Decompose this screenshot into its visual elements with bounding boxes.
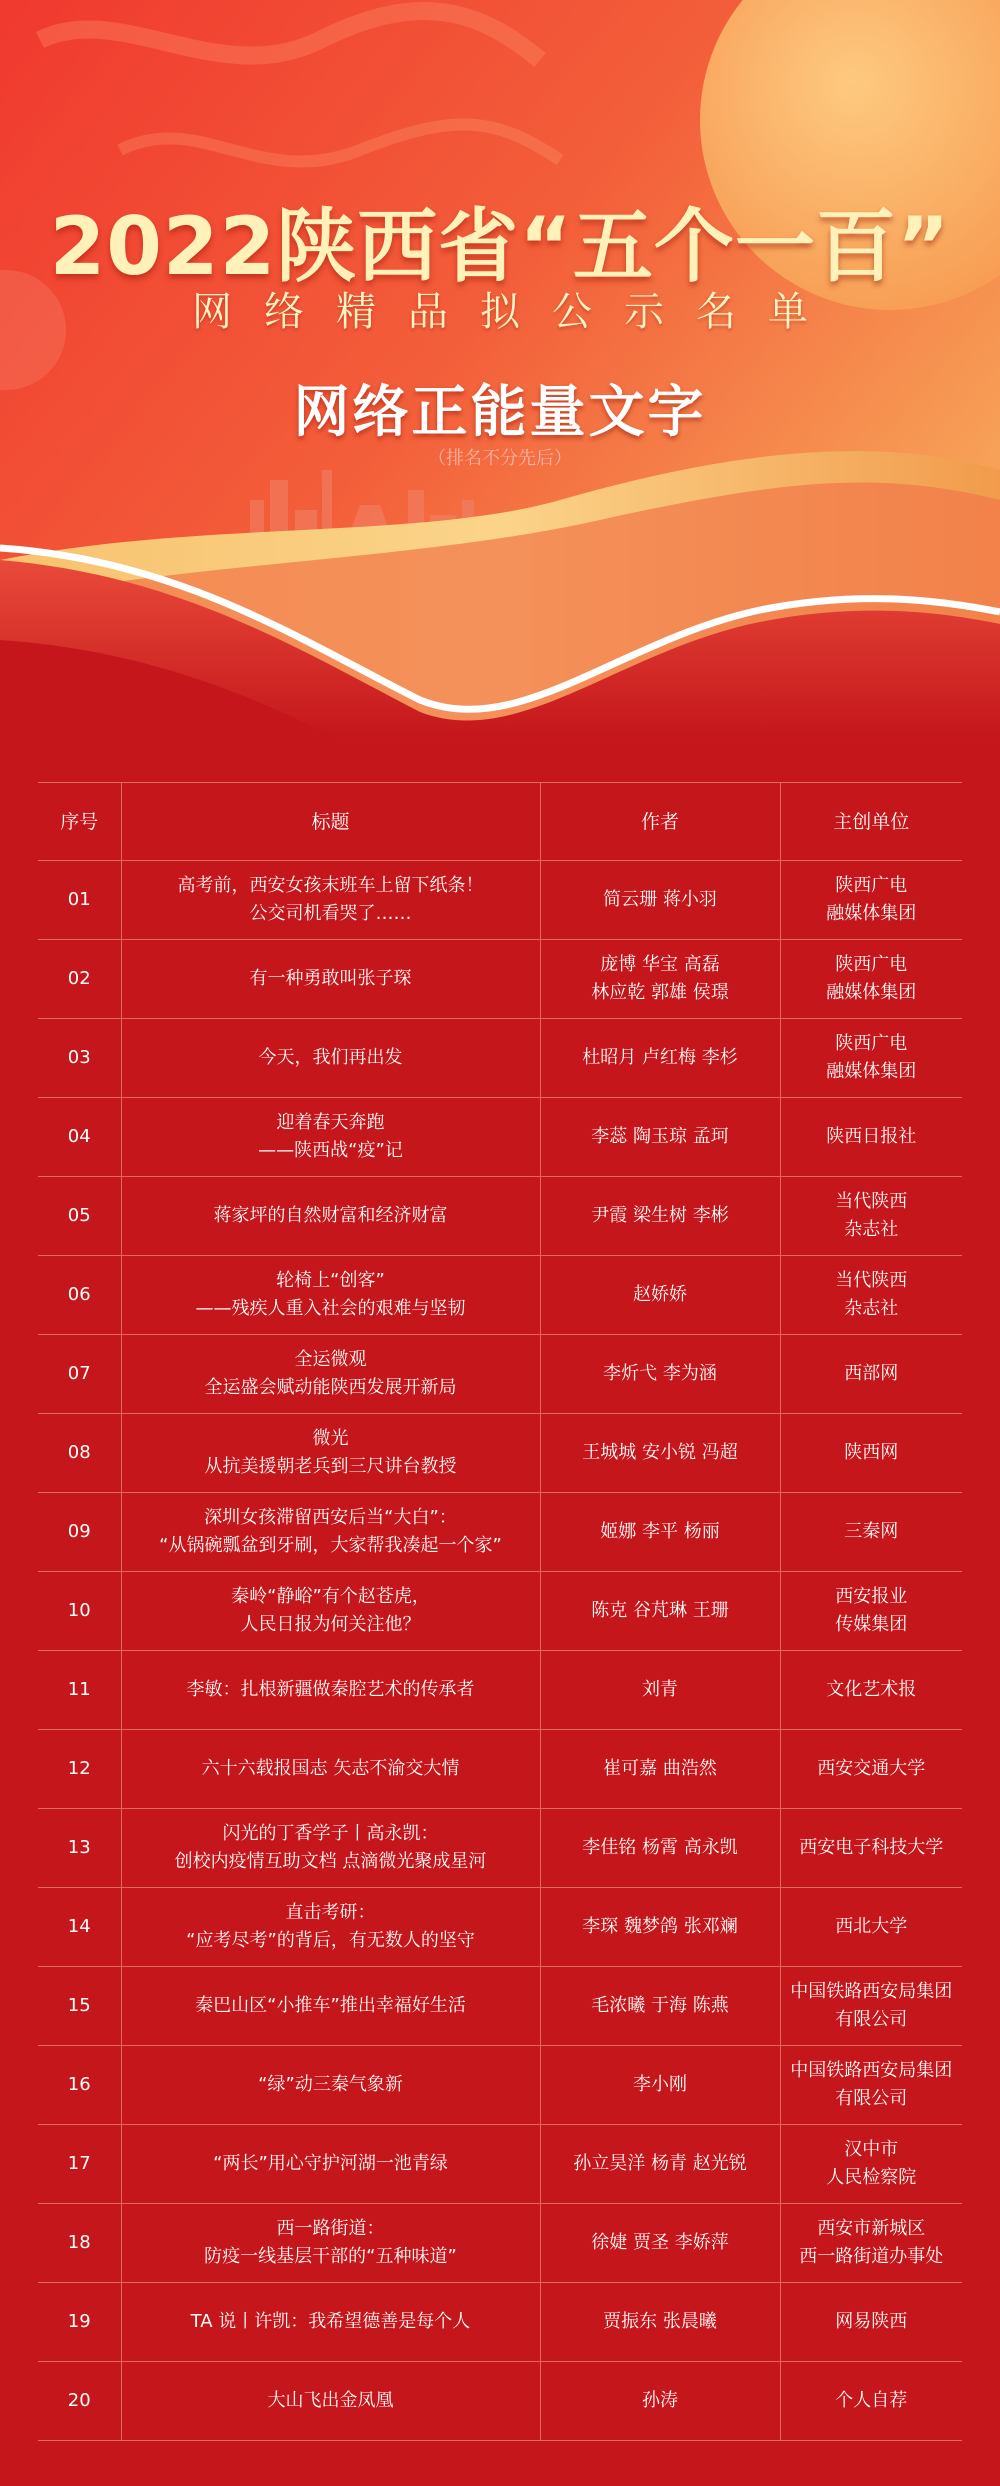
row-number: 16 (38, 2046, 121, 2125)
row-number: 01 (38, 861, 121, 940)
row-unit-line: 陕西广电 (835, 1033, 908, 1054)
table-row (38, 1414, 962, 1493)
row-title (121, 1256, 540, 1335)
row-unit-line: 中国铁路西安局集团 (790, 2060, 953, 2081)
row-number: 15 (38, 1967, 121, 2046)
row-author (540, 1651, 780, 1730)
row-title (121, 861, 540, 940)
row-title-line: 李敏：扎根新疆做秦腔艺术的传承者 (186, 1679, 475, 1700)
row-title-line: “从锅碗瓢盆到牙刷，大家帮我凑起一个家” (159, 1535, 502, 1556)
row-title-line: 微光 (312, 1428, 349, 1449)
row-unit-line: 陕西网 (844, 1442, 899, 1463)
row-author-line: 林应乾 郭雄 侯璟 (591, 982, 729, 1003)
row-unit-line: 西安电子科技大学 (799, 1837, 944, 1858)
row-title-line: 有一种勇敢叫张子琛 (249, 968, 412, 989)
row-unit-line: 西部网 (844, 1363, 899, 1384)
row-title (121, 1809, 540, 1888)
row-title-line: 闪光的丁香学子丨高永凯： (222, 1823, 439, 1844)
row-unit-line: 三秦网 (844, 1521, 899, 1542)
row-title-line: 六十六载报国志 矢志不渝交大情 (201, 1758, 460, 1779)
row-title (121, 2283, 540, 2362)
row-author (540, 1730, 780, 1809)
row-number: 05 (38, 1177, 121, 1256)
row-number: 19 (38, 2283, 121, 2362)
row-title-line: “两长”用心守护河湖一池青绿 (213, 2153, 448, 2174)
row-author-line: 李蕊 陶玉琼 孟珂 (591, 1126, 729, 1147)
row-author (540, 2204, 780, 2283)
row-title (121, 1098, 540, 1177)
row-title (121, 1651, 540, 1730)
row-title-line: 今天，我们再出发 (258, 1047, 403, 1068)
page-subtitle: 网络精品拟公示名单 (192, 289, 840, 335)
row-title (121, 2046, 540, 2125)
row-title-line: 蒋家坪的自然财富和经济财富 (213, 1205, 448, 1226)
column-header-unit: 主创单位 (780, 783, 962, 861)
table-row (38, 2204, 962, 2283)
row-unit (780, 2283, 962, 2362)
row-author (540, 940, 780, 1019)
row-unit (780, 861, 962, 940)
row-number: 02 (38, 940, 121, 1019)
row-author-line: 孙涛 (642, 2390, 678, 2411)
row-title (121, 1019, 540, 1098)
column-header-title: 标题 (121, 783, 540, 861)
row-title (121, 1888, 540, 1967)
row-unit (780, 2046, 962, 2125)
row-unit-line: 有限公司 (835, 2088, 908, 2109)
row-title (121, 1967, 540, 2046)
table-body (38, 861, 962, 2441)
row-author (540, 1414, 780, 1493)
row-number: 18 (38, 2204, 121, 2283)
row-number: 13 (38, 1809, 121, 1888)
row-unit (780, 1414, 962, 1493)
row-title (121, 1335, 540, 1414)
row-author (540, 1335, 780, 1414)
nominee-table (38, 782, 962, 2441)
page-title: 2022陕西省“五个一百” (49, 200, 951, 293)
row-title-line: 人民日报为何关注他？ (240, 1614, 421, 1635)
row-unit-line: 网易陕西 (835, 2311, 908, 2332)
row-author-line: 李佳铭 杨霄 高永凯 (582, 1837, 738, 1858)
row-unit-line: 西北大学 (835, 1916, 908, 1937)
row-unit-line: 西一路街道办事处 (799, 2246, 944, 2267)
row-title (121, 1177, 540, 1256)
row-unit (780, 1493, 962, 1572)
row-unit (780, 2362, 962, 2441)
table-row (38, 861, 962, 940)
row-unit-line: 陕西广电 (835, 875, 908, 896)
table-row (38, 2362, 962, 2441)
row-author (540, 2125, 780, 2204)
row-author-line: 李琛 魏梦鸽 张邓斓 (582, 1916, 738, 1937)
row-title-line: ——残疾人重入社会的艰难与坚韧 (195, 1298, 466, 1319)
row-unit (780, 2125, 962, 2204)
row-unit-line: 陕西广电 (835, 954, 908, 975)
row-number: 08 (38, 1414, 121, 1493)
row-unit (780, 1098, 962, 1177)
row-title-line: 秦巴山区“小推车”推出幸福好生活 (195, 1995, 466, 2016)
table-row (38, 1572, 962, 1651)
row-unit-line: 杂志社 (844, 1298, 899, 1319)
row-unit-line: 文化艺术报 (826, 1679, 917, 1700)
row-number: 09 (38, 1493, 121, 1572)
row-unit (780, 1335, 962, 1414)
row-title-line: ——陕西战“疫”记 (258, 1140, 403, 1161)
row-title-line: 轮椅上“创客” (276, 1270, 385, 1291)
row-title (121, 1730, 540, 1809)
row-author-line: 刘青 (642, 1679, 678, 1700)
row-unit (780, 1019, 962, 1098)
table-row (38, 1809, 962, 1888)
table-row (38, 1177, 962, 1256)
row-author-line: 李炘弋 李为涵 (603, 1363, 717, 1384)
row-title-line: 迎着春天奔跑 (276, 1112, 385, 1133)
row-number: 11 (38, 1651, 121, 1730)
table-row (38, 2283, 962, 2362)
row-unit-line: 西安市新城区 (817, 2218, 926, 2239)
row-title-line: 全运盛会赋动能陕西发展开新局 (204, 1377, 457, 1398)
table-row (38, 940, 962, 1019)
row-unit-line: 当代陕西 (835, 1270, 908, 1291)
row-author (540, 1019, 780, 1098)
row-author-line: 庞博 华宝 高磊 (600, 954, 720, 975)
row-author-line: 孙立昊洋 杨青 赵光锐 (573, 2153, 747, 2174)
row-author-line: 崔可嘉 曲浩然 (603, 1758, 717, 1779)
table-row (38, 1967, 962, 2046)
row-title-line: 公交司机看哭了…… (249, 903, 412, 924)
row-title (121, 1414, 540, 1493)
row-unit (780, 1177, 962, 1256)
row-author (540, 1809, 780, 1888)
row-author-line: 简云珊 蒋小羽 (603, 889, 717, 910)
header-banner (0, 0, 1000, 740)
category-title: 网络正能量文字 (293, 380, 707, 445)
row-title-line: “绿”动三秦气象新 (258, 2074, 403, 2095)
table-row (38, 1019, 962, 1098)
row-title-line: 深圳女孩滞留西安后当“大白”： (204, 1507, 457, 1528)
table-row (38, 1256, 962, 1335)
row-title-line: 西一路街道： (276, 2218, 385, 2239)
row-title (121, 1572, 540, 1651)
row-author-line: 贾振东 张晨曦 (603, 2311, 717, 2332)
row-unit-line: 汉中市 (844, 2139, 899, 2160)
row-title-line: 从抗美援朝老兵到三尺讲台教授 (204, 1456, 457, 1477)
row-number: 10 (38, 1572, 121, 1651)
row-unit-line: 西安交通大学 (817, 1758, 926, 1779)
row-unit (780, 940, 962, 1019)
row-author-line: 毛浓曦 于海 陈燕 (591, 1995, 729, 2016)
row-title (121, 2125, 540, 2204)
row-author-line: 李小刚 (633, 2074, 687, 2095)
row-title-line: 全运微观 (294, 1349, 367, 1370)
row-author (540, 1967, 780, 2046)
table-row (38, 1098, 962, 1177)
row-unit (780, 1888, 962, 1967)
table-row (38, 2046, 962, 2125)
row-unit-line: 传媒集团 (835, 1614, 908, 1635)
row-title (121, 940, 540, 1019)
row-title-line: 直击考研： (285, 1902, 376, 1923)
row-author-line: 尹霞 梁生树 李彬 (591, 1205, 729, 1226)
row-author-line: 姬娜 李平 杨丽 (600, 1521, 720, 1542)
row-unit-line: 西安报业 (835, 1586, 908, 1607)
table-row (38, 1493, 962, 1572)
row-author (540, 2046, 780, 2125)
row-unit-line: 有限公司 (835, 2009, 908, 2030)
row-author (540, 1493, 780, 1572)
row-author (540, 1256, 780, 1335)
row-author (540, 2283, 780, 2362)
row-author (540, 1572, 780, 1651)
row-unit-line: 中国铁路西安局集团 (790, 1981, 953, 2002)
row-author (540, 1177, 780, 1256)
row-unit (780, 1967, 962, 2046)
row-number: 12 (38, 1730, 121, 1809)
row-unit (780, 1256, 962, 1335)
table-row (38, 1730, 962, 1809)
row-unit-line: 人民检察院 (826, 2167, 917, 2188)
row-title-line: 大山飞出金凤凰 (267, 2390, 394, 2411)
row-unit (780, 2204, 962, 2283)
row-author (540, 1098, 780, 1177)
row-title (121, 1493, 540, 1572)
row-unit-line: 个人自荐 (835, 2390, 908, 2411)
row-number: 20 (38, 2362, 121, 2441)
row-author (540, 2362, 780, 2441)
ranking-note: （排名不分先后） (428, 448, 572, 469)
row-title-line: 秦岭“静峪”有个赵苍虎， (231, 1586, 430, 1607)
row-author (540, 1888, 780, 1967)
row-number: 17 (38, 2125, 121, 2204)
row-author-line: 徐婕 贾圣 李娇萍 (591, 2232, 729, 2253)
row-number: 07 (38, 1335, 121, 1414)
row-unit (780, 1730, 962, 1809)
row-unit-line: 杂志社 (844, 1219, 899, 1240)
row-number: 14 (38, 1888, 121, 1967)
row-unit-line: 当代陕西 (835, 1191, 908, 1212)
row-title-line: 防疫一线基层干部的“五种味道” (204, 2246, 457, 2267)
row-author-line: 王城城 安小锐 冯超 (582, 1442, 738, 1463)
table-row (38, 2125, 962, 2204)
row-title (121, 2204, 540, 2283)
column-header-author: 作者 (540, 783, 780, 861)
row-unit (780, 1572, 962, 1651)
row-author-line: 赵娇娇 (633, 1284, 687, 1305)
row-title-line: “应考尽考”的背后，有无数人的坚守 (186, 1930, 475, 1951)
row-number: 03 (38, 1019, 121, 1098)
row-number: 04 (38, 1098, 121, 1177)
row-title-line: 创校内疫情互助文档 点滴微光聚成星河 (174, 1851, 487, 1872)
row-author-line: 杜昭月 卢红梅 李杉 (582, 1047, 738, 1068)
row-unit-line: 融媒体集团 (826, 903, 917, 924)
row-author (540, 861, 780, 940)
row-unit-line: 融媒体集团 (826, 1061, 917, 1082)
row-unit (780, 1651, 962, 1730)
row-title-line: 高考前，西安女孩末班车上留下纸条！ (177, 875, 484, 896)
table-row (38, 1651, 962, 1730)
table-header-row (38, 783, 962, 861)
column-header-number: 序号 (38, 783, 121, 861)
row-unit-line: 陕西日报社 (826, 1126, 917, 1147)
row-unit (780, 1809, 962, 1888)
row-title-line: TA 说丨许凯：我希望德善是每个人 (190, 2311, 471, 2332)
row-author-line: 陈克 谷芃琳 王珊 (591, 1600, 729, 1621)
row-unit-line: 融媒体集团 (826, 982, 917, 1003)
row-title (121, 2362, 540, 2441)
table-row (38, 1335, 962, 1414)
table-row (38, 1888, 962, 1967)
row-number: 06 (38, 1256, 121, 1335)
